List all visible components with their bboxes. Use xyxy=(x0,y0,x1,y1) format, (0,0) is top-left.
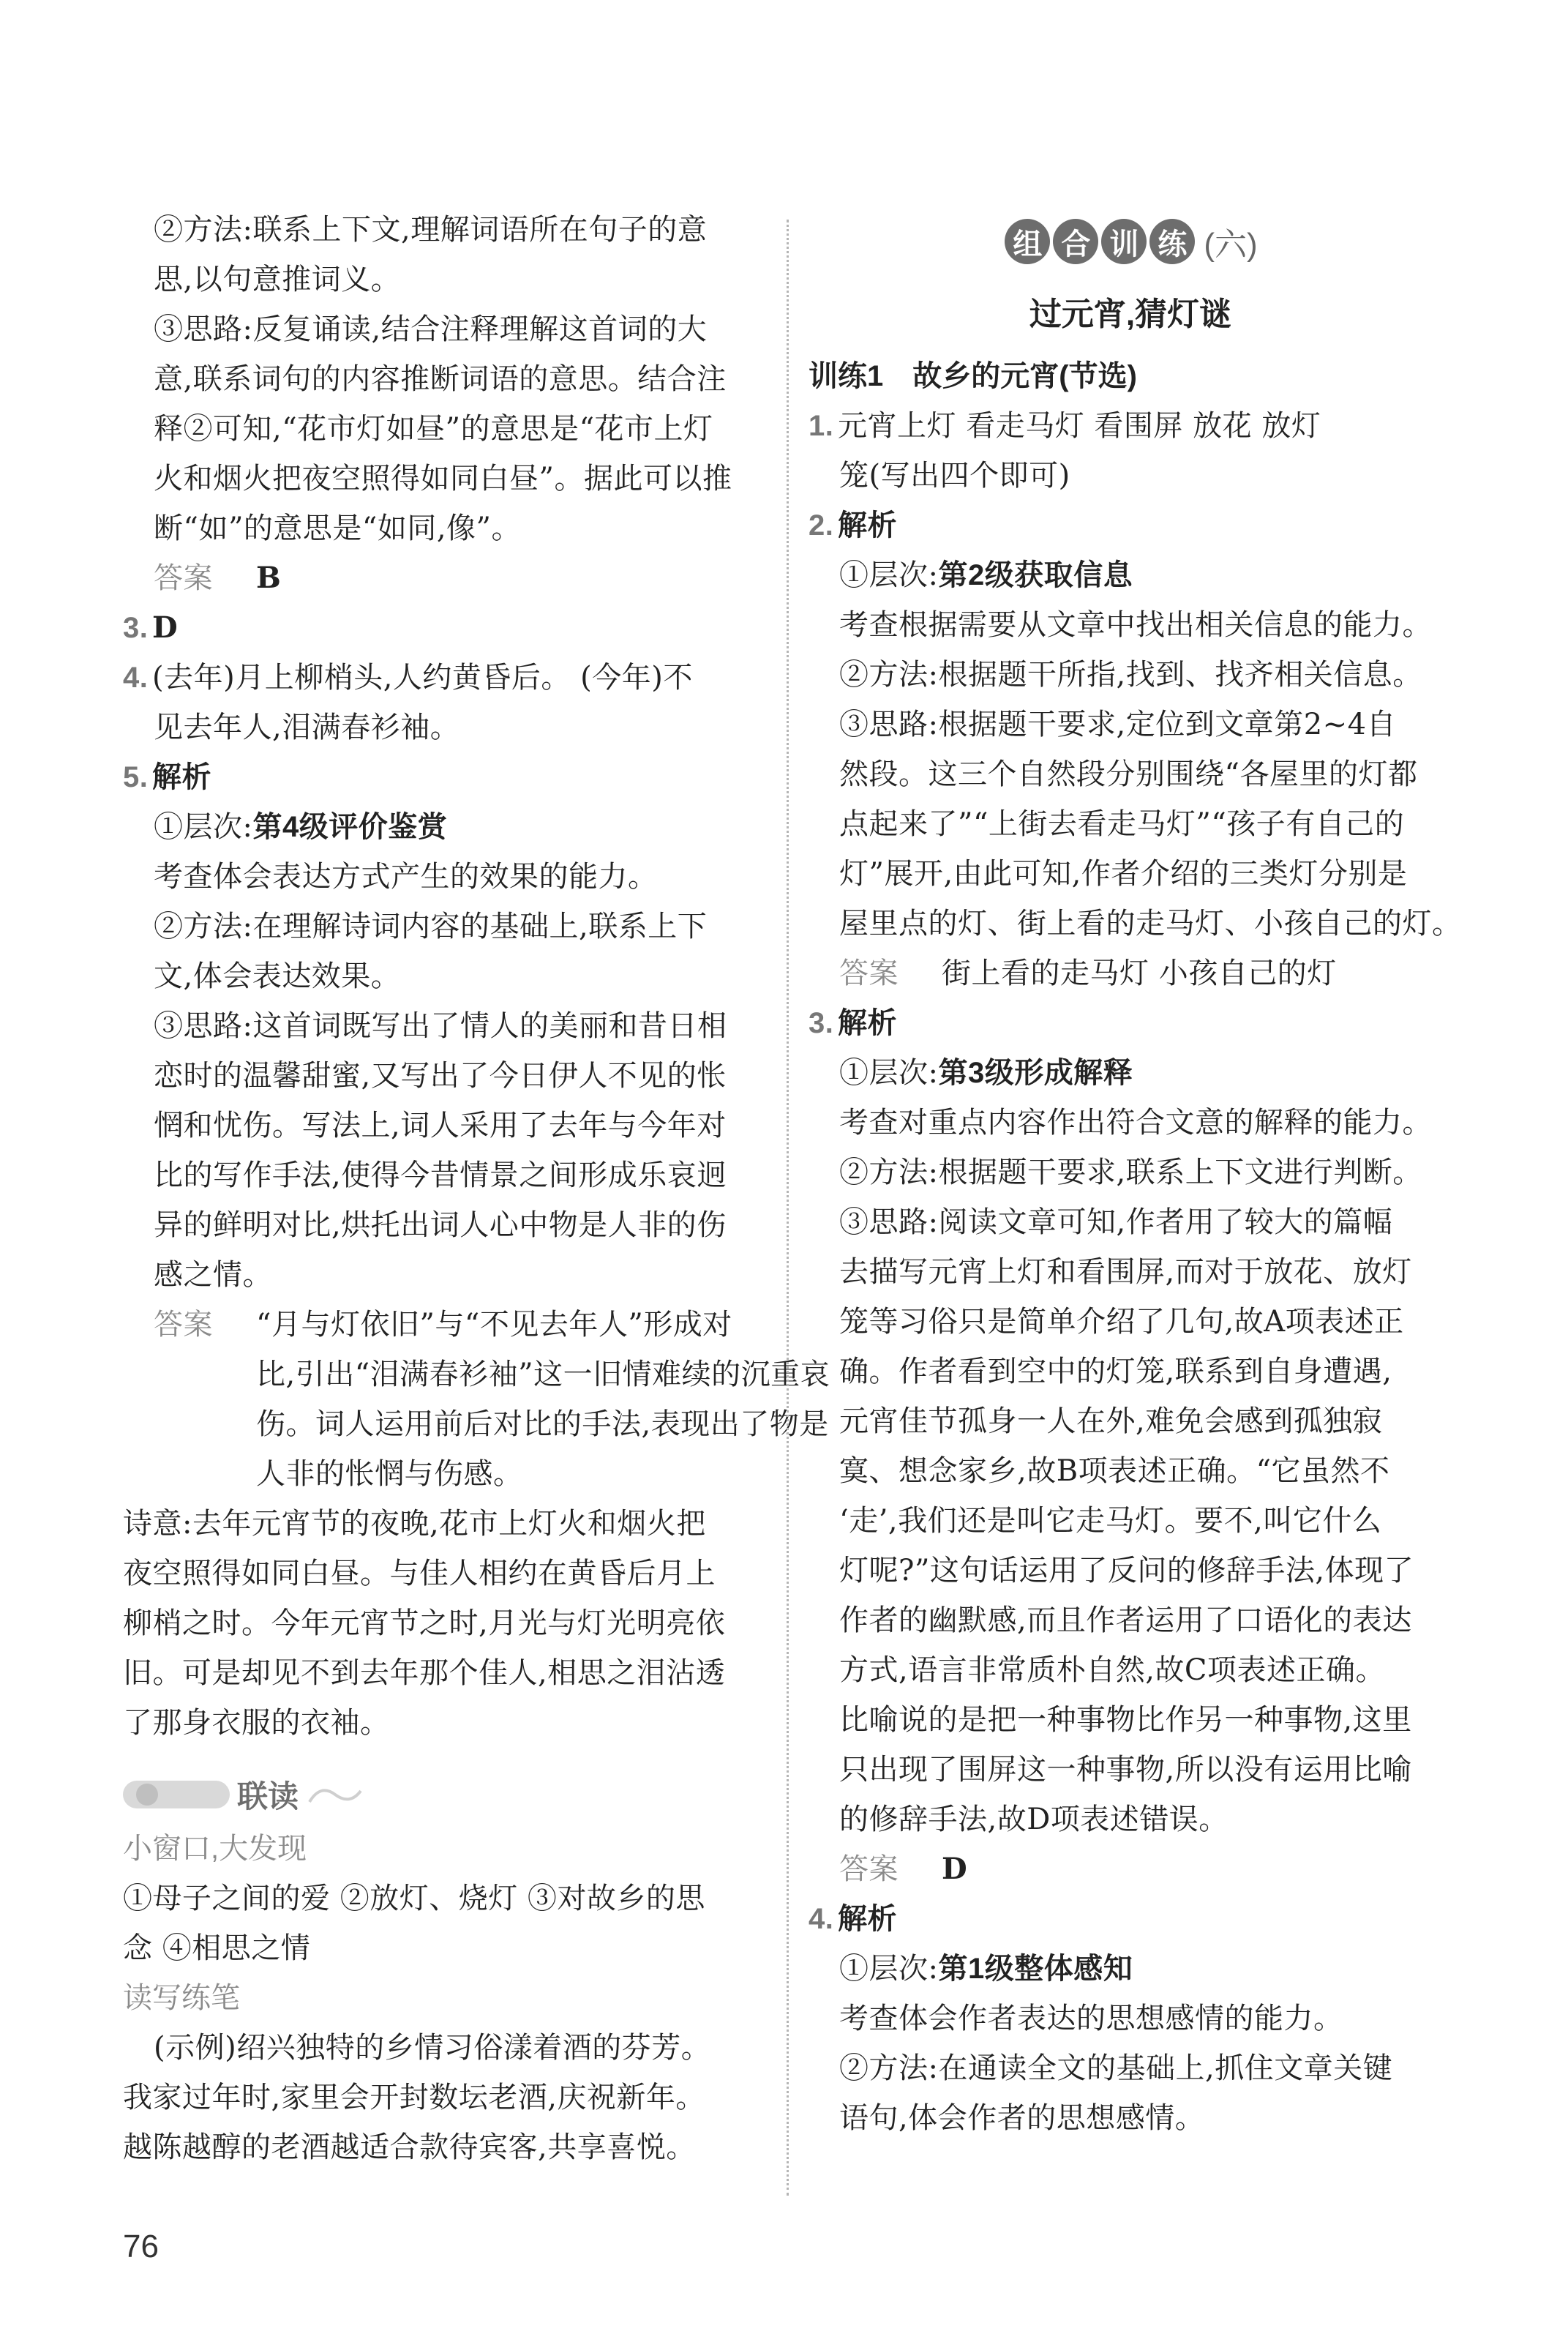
answer-row xyxy=(809,1844,1452,1894)
answer-label: 答案 xyxy=(154,562,213,594)
answer-row xyxy=(809,949,1452,998)
answer-text: (去年)月上柳梢头,人约黄昏后。 (今年)不 xyxy=(152,661,693,695)
banner-label: 联读 xyxy=(237,1779,299,1814)
poem-meaning-line: 旧。可是却见不到去年那个佳人,相思之泪沾透 xyxy=(123,1656,726,1690)
idea-line: 释②可知,“花市灯如昼”的意思是“花市上灯 xyxy=(154,412,713,446)
question-5 xyxy=(123,752,767,802)
level-line xyxy=(809,1944,1452,1994)
idea-line: 断“如”的意思是“如同,像”。 xyxy=(154,512,522,545)
check-line: 考查对重点内容作出符合文意的解释的能力。 xyxy=(839,1106,1432,1140)
answer-value: B xyxy=(256,561,282,595)
window-line: ①母子之间的爱 ②放灯、烧灯 ③对故乡的思 xyxy=(123,1882,705,1915)
idea-line: 恋时的温馨甜蜜,又写出了今日伊人不见的怅 xyxy=(154,1059,727,1093)
banner-blank-icon xyxy=(165,1784,217,1806)
level-prefix: ①层次: xyxy=(839,558,939,592)
question-number: 3. xyxy=(123,612,149,644)
page-number: 76 xyxy=(123,2229,159,2264)
banner-pill xyxy=(123,1781,230,1808)
idea-line: 笼等习俗只是简单介绍了几句,故A项表述正 xyxy=(839,1305,1404,1339)
question-1 xyxy=(809,401,1452,451)
answer-text: 人非的怅惘与伤感。 xyxy=(256,1457,523,1491)
level-prefix: ①层次: xyxy=(839,1056,939,1090)
level-value: 第3级形成解释 xyxy=(938,1057,1133,1089)
idea-line: 确。作者看到空中的灯笼,联系到自身遭遇, xyxy=(839,1355,1392,1388)
answer-text: 笼(写出四个即可) xyxy=(839,459,1070,493)
section-char: 组 xyxy=(1005,219,1050,264)
level-line xyxy=(123,802,767,852)
question-number: 1. xyxy=(809,410,834,442)
question-number: 4. xyxy=(123,662,149,694)
check-line: 考查体会表达方式产生的效果的能力。 xyxy=(154,860,658,894)
idea-line: 去描写元宵上灯和看围屏,而对于放花、放灯 xyxy=(839,1255,1412,1289)
idea-line: 比的写作手法,使得今昔情景之间形成乐哀迥 xyxy=(154,1159,727,1192)
idea-line: ③思路:反复诵读,结合注释理解这首词的大 xyxy=(154,313,708,346)
section-title xyxy=(809,205,1452,278)
section-char: 训 xyxy=(1101,219,1147,264)
level-prefix: ①层次: xyxy=(839,1952,939,1986)
question-4 xyxy=(809,1894,1452,1944)
write-title: 读写练笔 xyxy=(123,1982,240,2014)
idea-line: ③思路:阅读文章可知,作者用了较大的篇幅 xyxy=(839,1205,1393,1239)
linked-reading-banner xyxy=(123,1765,364,1824)
idea-line: 异的鲜明对比,烘托出词人心中物是人非的伤 xyxy=(154,1208,727,1242)
idea-line: 方式,语言非常质朴自然,故C项表述正确。 xyxy=(839,1653,1386,1687)
method-line: ②方法:在通读全文的基础上,抓住文章关键 xyxy=(839,2051,1393,2085)
level-line xyxy=(809,1048,1452,1098)
idea-line: 意,联系词句的内容推断词语的意思。结合注 xyxy=(154,362,727,396)
answer-label: 答案 xyxy=(839,957,899,989)
question-3 xyxy=(123,603,767,653)
answer-value: D xyxy=(152,610,179,645)
section-char: 合 xyxy=(1053,219,1098,264)
idea-line: 的修辞手法,故D项表述错误。 xyxy=(839,1803,1228,1836)
section-suffix: (六) xyxy=(1204,227,1258,263)
poem-meaning-line: 了那身衣服的衣袖。 xyxy=(123,1706,390,1740)
idea-line: 寞、想念家乡,故B项表述正确。“它虽然不 xyxy=(839,1454,1390,1488)
question-number: 5. xyxy=(123,761,149,793)
subtitle: 过元宵,猜灯谜 xyxy=(1029,296,1232,332)
method-line: ②方法:根据题干要求,联系上下文进行判断。 xyxy=(839,1156,1422,1189)
answer-row xyxy=(123,1300,767,1350)
idea-line: ③思路:根据题干要求,定位到文章第2~4自 xyxy=(839,708,1397,741)
poem-meaning-line: 夜空照得如同白昼。与佳人相约在黄昏后月上 xyxy=(123,1557,716,1590)
idea-line: 惘和忧伤。写法上,词人采用了去年与今年对 xyxy=(154,1109,727,1142)
level-value: 第4级评价鉴赏 xyxy=(252,811,448,843)
question-2 xyxy=(809,501,1452,550)
idea-line: 然段。这三个自然段分别围绕“各屋里的灯都 xyxy=(839,757,1418,791)
idea-line: 感之情。 xyxy=(154,1258,272,1292)
right-column xyxy=(809,205,1462,2143)
write-line: (示例)绍兴独特的乡情习俗漾着酒的芬芳。 xyxy=(154,2031,711,2065)
training-title: 故乡的元宵(节选) xyxy=(912,360,1137,392)
level-value: 第1级整体感知 xyxy=(938,1953,1133,1985)
question-3 xyxy=(809,998,1452,1048)
answer-text: 元宵上灯 看走马灯 看围屏 放花 放灯 xyxy=(838,409,1321,443)
idea-line: 只出现了围屏这一种事物,所以没有运用比喻 xyxy=(839,1753,1412,1787)
poem-meaning-line: 柳梢之时。今年元宵节之时,月光与灯光明亮依 xyxy=(123,1606,726,1640)
write-line: 越陈越醇的老酒越适合款待宾客,共享喜悦。 xyxy=(123,2130,696,2164)
method-line: ②方法:联系上下文,理解词语所在句子的意 xyxy=(154,213,708,247)
idea-line: 屋里点的灯、街上看的走马灯、小孩自己的灯。 xyxy=(839,907,1462,940)
poem-meaning-line: 诗意:去年元宵节的夜晚,花市上灯火和烟火把 xyxy=(123,1507,706,1541)
analysis-title: 解析 xyxy=(838,1903,897,1935)
question-4 xyxy=(123,653,767,703)
analysis-title: 解析 xyxy=(838,509,897,542)
left-column xyxy=(123,205,830,2172)
idea-line: ③思路:这首词既写出了情人的美丽和昔日相 xyxy=(154,1009,727,1043)
answer-text: 见去年人,泪满春衫袖。 xyxy=(154,711,460,744)
method-line: ②方法:在理解诗词内容的基础上,联系上下 xyxy=(154,910,708,943)
level-line xyxy=(809,550,1452,600)
window-title: 小窗口,大发现 xyxy=(123,1833,307,1865)
check-line: 考查根据需要从文章中找出相关信息的能力。 xyxy=(839,608,1432,642)
analysis-title: 解析 xyxy=(152,761,211,793)
method-line: 文,体会表达效果。 xyxy=(154,959,401,993)
method-line: ②方法:根据题干所指,找到、找齐相关信息。 xyxy=(839,658,1422,692)
idea-line: ‘走’,我们还是叫它走马灯。要不,叫它什么 xyxy=(839,1504,1382,1538)
answer-text: “月与灯依旧”与“不见去年人”形成对 xyxy=(256,1308,732,1342)
idea-line: 灯呢?”这句话运用了反问的修辞手法,体现了 xyxy=(839,1554,1414,1587)
training-label: 训练1 xyxy=(809,360,884,392)
analysis-title: 解析 xyxy=(838,1007,897,1039)
answer-text: 街上看的走马灯 小孩自己的灯 xyxy=(942,957,1337,990)
idea-line: 灯”展开,由此可知,作者介绍的三类灯分别是 xyxy=(839,857,1408,891)
answer-label: 答案 xyxy=(154,1309,213,1341)
question-number: 2. xyxy=(809,509,834,542)
method-line: 思,以句意推词义。 xyxy=(154,263,401,296)
idea-line: 火和烟火把夜空照得如同白昼”。据此可以推 xyxy=(154,462,732,495)
window-line: 念 ④相思之情 xyxy=(123,1931,311,1965)
training-heading xyxy=(809,351,1452,401)
write-line: 我家过年时,家里会开封数坛老酒,庆祝新年。 xyxy=(123,2081,705,2114)
check-line: 考查体会作者表达的思想感情的能力。 xyxy=(839,2002,1343,2035)
swirl-decoration-icon xyxy=(306,1780,364,1809)
level-prefix: ①层次: xyxy=(154,810,253,844)
answer-label: 答案 xyxy=(839,1853,899,1885)
question-number: 3. xyxy=(809,1007,834,1039)
banner-dot-icon xyxy=(136,1784,158,1806)
answer-text: 比,引出“泪满春衫袖”这一旧情难续的沉重哀 xyxy=(256,1358,830,1391)
idea-line: 元宵佳节孤身一人在外,难免会感到孤独寂 xyxy=(839,1404,1383,1438)
answer-value: D xyxy=(942,1852,968,1886)
section-char: 练 xyxy=(1149,219,1195,264)
idea-line: 比喻说的是把一种事物比作另一种事物,这里 xyxy=(839,1703,1412,1737)
answer-text: 伤。词人运用前后对比的手法,表现出了物是 xyxy=(256,1407,829,1441)
question-number: 4. xyxy=(809,1903,834,1935)
idea-line: 作者的幽默感,而且作者运用了口语化的表达 xyxy=(839,1604,1412,1637)
idea-line: 点起来了”“上街去看走马灯”“孩子有自己的 xyxy=(839,807,1405,841)
answer-row xyxy=(123,553,767,603)
level-value: 第2级获取信息 xyxy=(938,559,1133,591)
method-line: 语句,体会作者的思想感情。 xyxy=(839,2101,1205,2135)
column-divider xyxy=(787,220,789,2196)
